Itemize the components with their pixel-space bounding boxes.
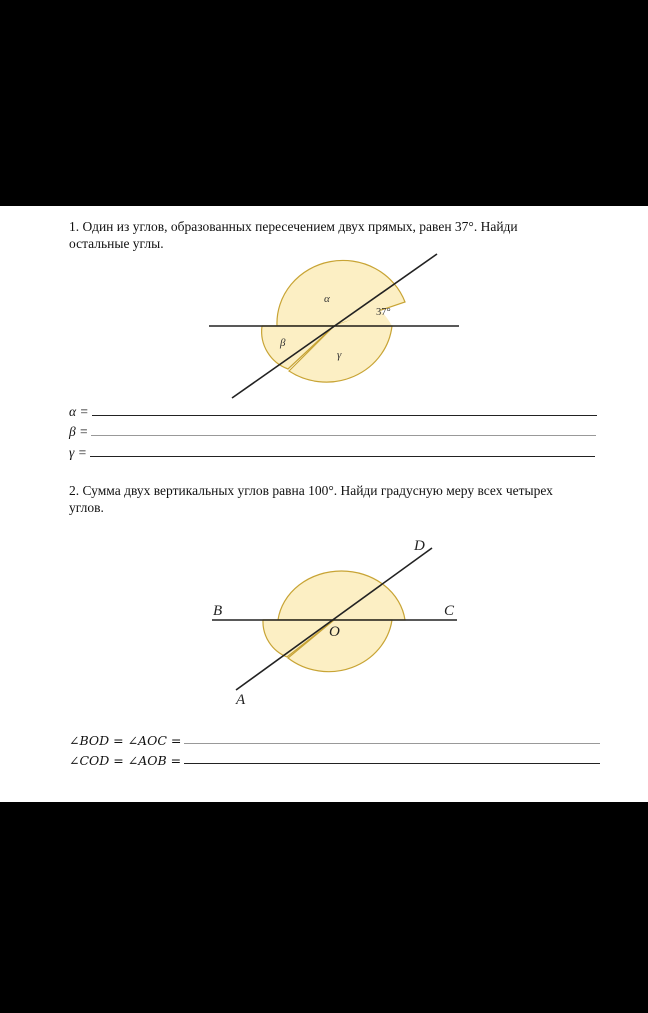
task2-line1: 2. Сумма двух вертикальных углов равна 100°. Найди градусную меру всех четырех <box>69 483 553 498</box>
answer-bod-aoc-label: ∠BOD = ∠AOC = <box>69 733 182 748</box>
beta-label: β <box>280 337 286 349</box>
answer-cod-aob <box>69 750 600 768</box>
task2-line2: углов. <box>69 500 104 515</box>
answer-cod-aob-field[interactable] <box>184 763 600 764</box>
gamma-label: γ <box>337 349 342 361</box>
task2-diagram <box>0 530 648 720</box>
task1-statement <box>69 218 609 252</box>
answer-bod-aoc <box>69 730 600 748</box>
point-d-label: D <box>414 538 425 554</box>
answer-cod-aob-label: ∠COD = ∠AOB = <box>69 753 182 768</box>
answer-gamma-field[interactable] <box>90 456 595 457</box>
point-c-label: C <box>444 603 455 619</box>
answer-beta-label: β = <box>69 424 89 439</box>
point-a-label: A <box>236 692 246 708</box>
answer-alpha <box>69 402 597 420</box>
task1-diagram <box>0 250 648 410</box>
answer-alpha-field[interactable] <box>92 415 597 416</box>
task1-line2: остальные углы. <box>69 236 164 251</box>
task2-statement <box>69 482 609 516</box>
answer-alpha-label: α = <box>69 404 89 419</box>
point-b-label: B <box>213 603 223 619</box>
answer-bod-aoc-field[interactable] <box>184 743 600 744</box>
given-angle-label: 37° <box>376 307 391 318</box>
task1-line1: 1. Один из углов, образованных пересечением двух прямых, равен 37°. Найди <box>69 219 518 234</box>
answer-beta-field[interactable] <box>91 435 596 436</box>
answer-gamma <box>69 443 595 461</box>
point-o-label: O <box>329 624 340 640</box>
worksheet-page <box>0 206 648 802</box>
alpha-label: α <box>324 293 330 305</box>
answer-beta <box>69 422 596 440</box>
answer-gamma-label: γ = <box>69 445 87 460</box>
